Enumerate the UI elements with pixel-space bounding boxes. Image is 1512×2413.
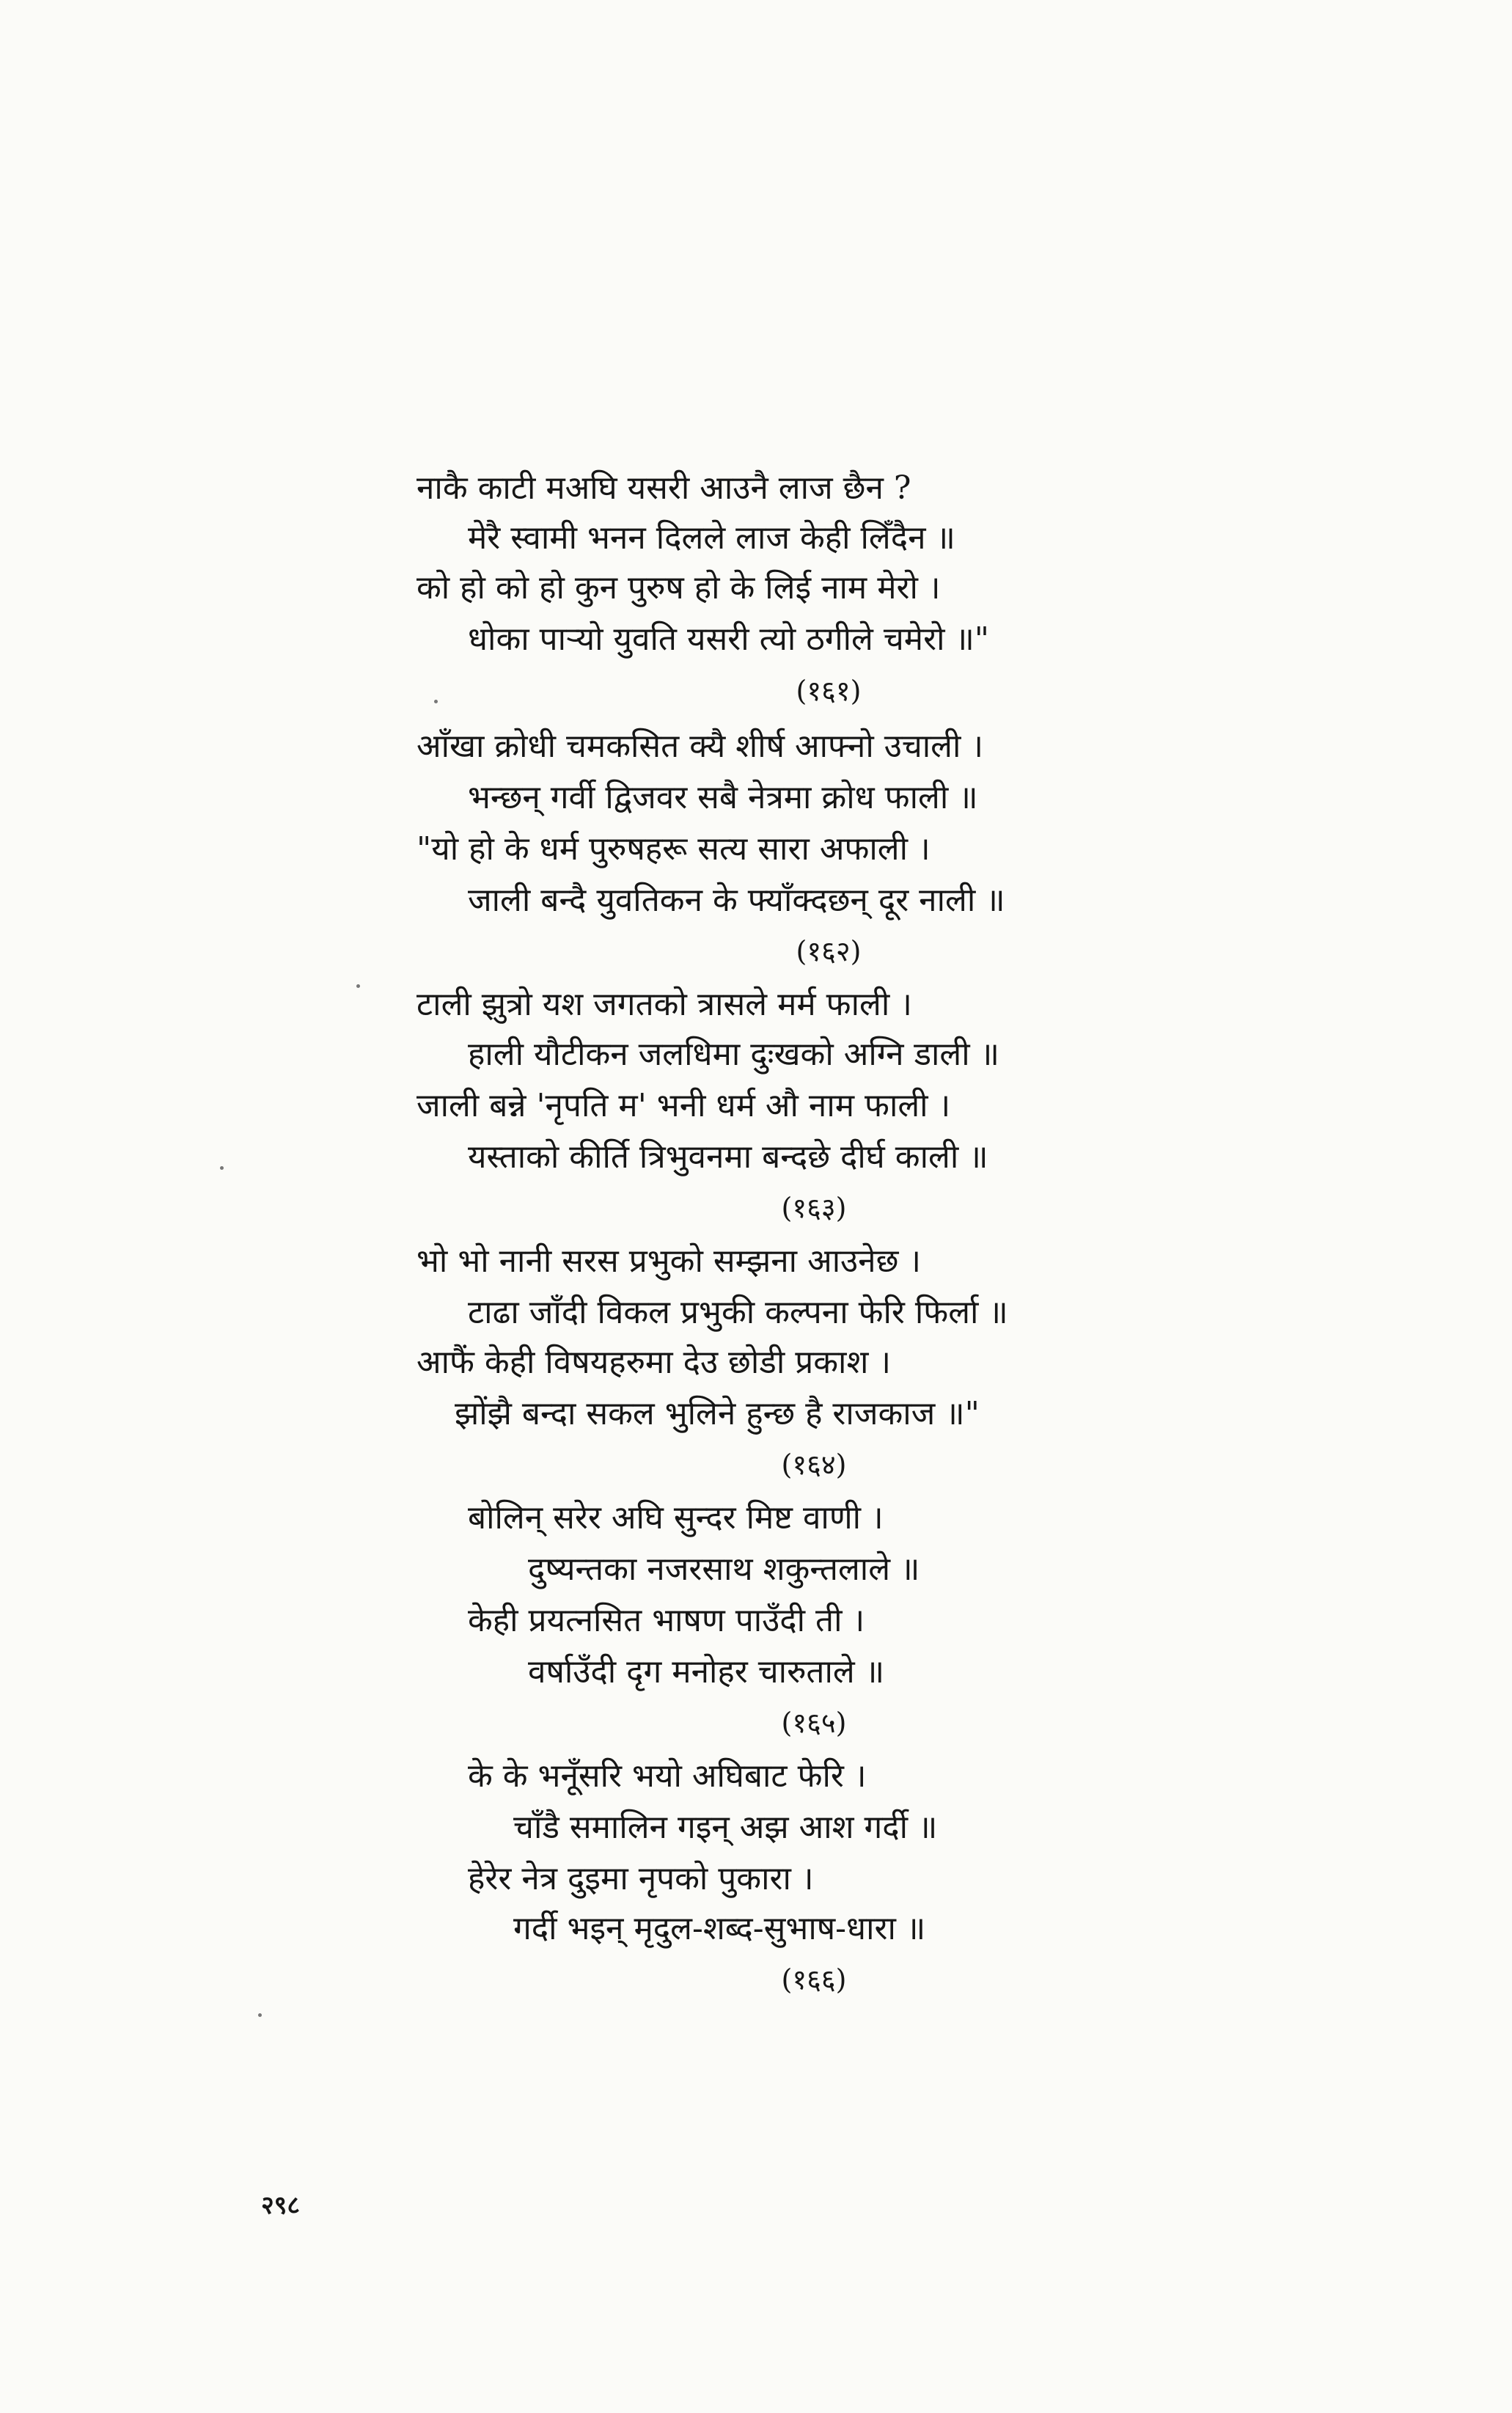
verse-line: आँखा क्रोधी चमकसित क्यै शीर्ष आफ्नो उचाली । [416,728,984,765]
scan-speck [220,1166,224,1170]
verse-line: दुष्यन्तका नजरसाथ शकुन्तलाले ॥ [528,1550,920,1588]
stanza-number: (१६३) [781,1192,847,1224]
stanza-number: (१६२) [796,935,862,967]
verse-line: आफैं केही विषयहरुमा देउ छोडी प्रकाश । [416,1344,892,1381]
stanza-number: (१६५) [781,1707,847,1739]
verse-line: हाली यौटीकन जलधिमा दुःखको अग्नि डाली ॥ [468,1036,999,1073]
verse-line: बोलिन् सरेर अघि सुन्दर मिष्ट वाणी । [468,1499,884,1537]
verse-line: टाली झुत्रो यश जगतको त्रासले मर्म फाली । [416,986,912,1023]
verse-line: झोंझै बन्दा सकल भुलिने हुन्छ है राजकाज ॥" [455,1395,980,1432]
verse-line: टाढा जाँदी विकल प्रभुकी कल्पना फेरि फिर्ला ॥ [468,1294,1008,1331]
page-number: २९८ [261,2191,301,2220]
scan-speck [258,2013,262,2017]
verse-line: हेरेर नेत्र दुइमा नृपको पुकारा । [468,1860,814,1897]
verse-line: नाकै काटी मअघि यसरी आउनै लाज छैन ? [416,469,911,507]
verse-line: मेरै स्वामी भनन दिलले लाज केही लिँदैन ॥ [468,519,955,557]
verse-line: जाली बन्ने 'नृपति म' भनी धर्म औ नाम फाली । [416,1087,951,1124]
verse-line: "यो हो के धर्म पुरुषहरू सत्य सारा अफाली । [416,830,931,868]
verse-line: भन्छन् गर्वी द्विजवर सबै नेत्रमा क्रोध फाली ॥ [468,779,978,816]
verse-line: गर्दी भइन् मृदुल-शब्द-सुभाष-धारा ॥ [513,1910,926,1947]
verse-line: केही प्रयत्नसित भाषण पाउँदी ती । [468,1602,865,1639]
scan-speck [434,700,438,703]
stanza-number: (१६६) [781,1963,847,1996]
verse-line: धोका पाऱ्यो युवति यसरी त्यो ठगीले चमेरो ॥" [468,620,990,658]
verse-line: यस्ताको कीर्ति त्रिभुवनमा बन्दछे दीर्घ काली ॥ [468,1138,988,1176]
verse-line: वर्षाउँदी दृग मनोहर चारुताले ॥ [528,1653,885,1691]
verse-line: चाँडै समालिन गइन् अझ आश गर्दी ॥ [513,1809,938,1846]
verse-line: भो भो नानी सरस प्रभुको सम्झना आउनेछ । [416,1242,922,1280]
stanza-number: (१६४) [781,1449,847,1481]
verse-line: के के भनूँसरि भयो अघिबाट फेरि । [468,1757,867,1795]
verse-line: को हो को हो कुन पुरुष हो के लिई नाम मेरो । [416,569,941,607]
stanza-number: (१६१) [796,675,862,707]
verse-line: जाली बन्दै युवतिकन के फ्याँक्दछन् दूर नाली ॥ [468,882,1005,919]
scan-speck [356,984,360,988]
